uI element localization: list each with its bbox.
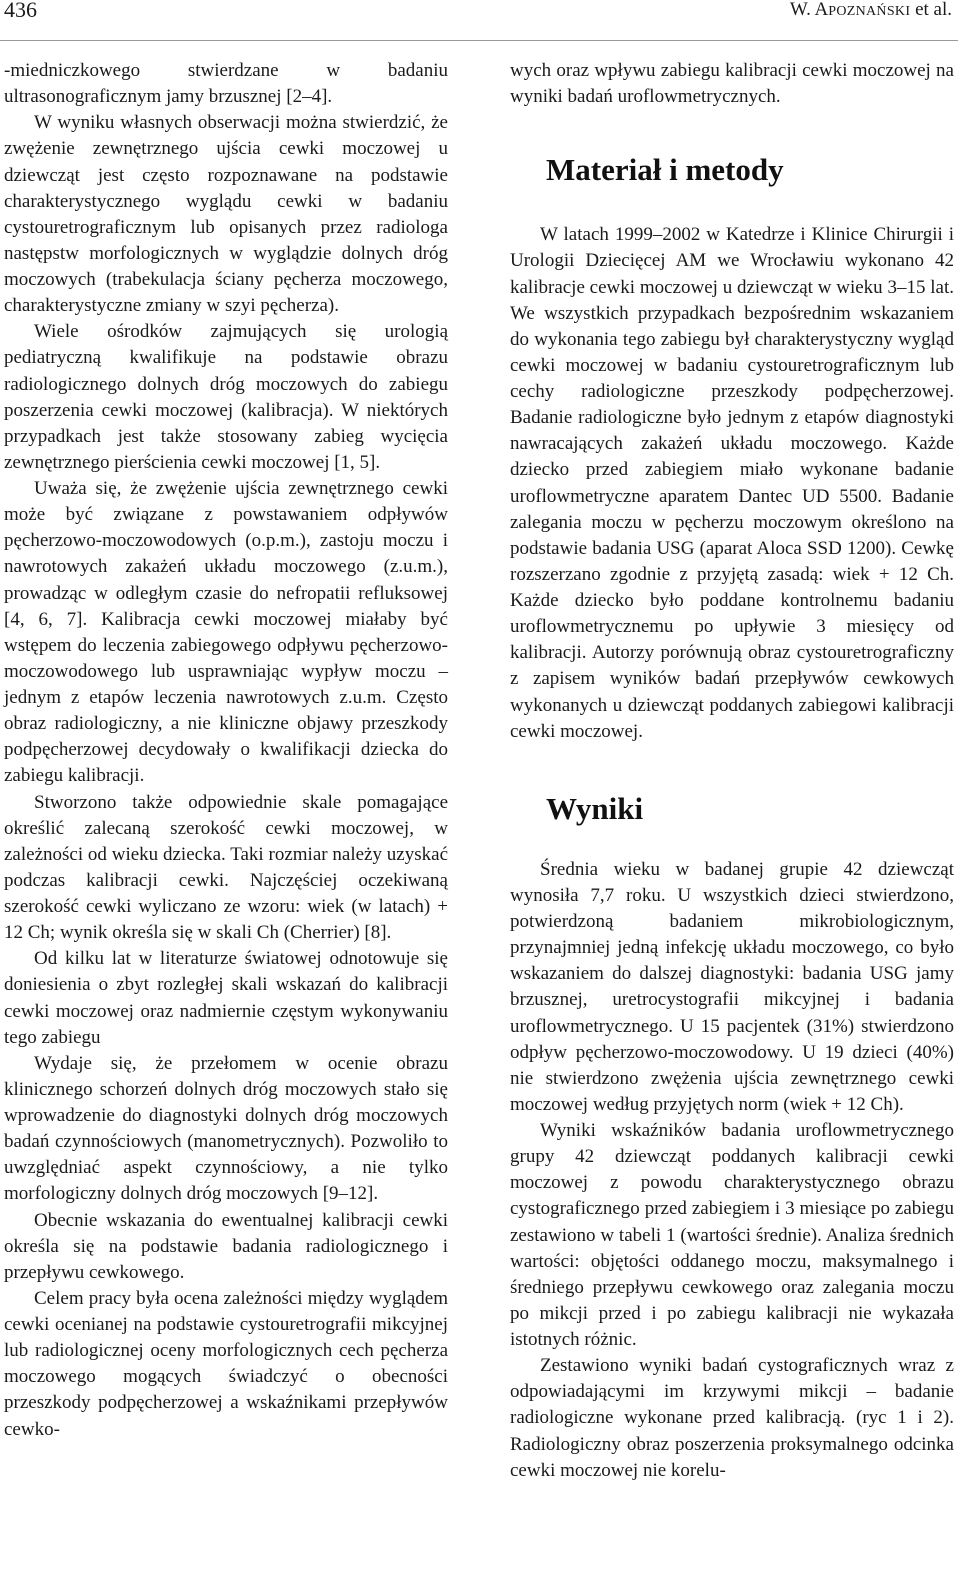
paragraph: Zestawiono wyniki badań cystograficznych wraz z odpowiadającymi im krzywymi mikcji – badanie radiologiczne wykonane przed kalibracją. (ryc 1 i 2). Radiologiczny obraz poszerzenia proksymalnego odcinka cewki moczowej nie korelu- <box>510 1355 954 1481</box>
running-head-et-al: et al. <box>910 0 952 20</box>
paragraph: Stworzono także odpowiednie skale pomagające określić zalecaną szerokość cewki moczowej, w zależności od wieku dziecka. Taki rozmiar należy uzyskać podczas kalibracji cewki. Najczęściej oczekiwaną szerokość cewki wyliczano ze wzoru: wiek (w latach) + 12 Ch; wynik określa się w skali Ch (Cherrier) [8]. <box>4 791 448 944</box>
section-heading-methods: Materiał i metody <box>546 152 784 188</box>
paragraph: Uważa się, że zwężenie ujścia zewnętrznego cewki może być związane z powstawaniem odpływów pęcherzowo-moczowodowych (o.p.m.), zastoju moczu i nawrotowych zakażeń układu moczowego (z.u.m.), prowadząc w odległym czasie do nefropatii refluksowej [4, 6, 7]. Kalibracja cewki moczowej miałaby być wstępem do leczenia zabiegowego odpływu pęcherzowo-moczowodowego lub usprawniając wypływ moczu – jednym z etapów leczenia nawrotowych z.u.m. Często obraz radiologiczny, a nie kliniczne objawy przeszkody podpęcherzowej decydowały o kwalifikacji dziecka do zabiegu kalibracji. <box>4 478 448 787</box>
paragraph: Obecnie wskazania do ewentualnej kalibracji cewki określa się na podstawie badania radiologicznego i przepływu cewkowego. <box>4 1209 448 1283</box>
running-head <box>790 0 952 21</box>
running-head-author-initial: W. A <box>789 0 829 20</box>
paragraph: W wyniku własnych obserwacji można stwierdzić, że zwężenie zewnętrznego ujścia cewki moczowej u dziewcząt jest często rozpoznawane na podstawie charakterystycznego wyglądu cewki w badaniu cystouretrograficznym lub opisanych przez radiologa następstw morfologicznych w wyglądzie dolnych dróg moczowych (trabekulacja ściany pęcherza moczowego, charakterystyczne zmiany w szyi pęcherza). <box>4 112 448 317</box>
left-column <box>4 58 448 1443</box>
paragraph: Średnia wieku w badanej grupie 42 dziewcząt wynosiła 7,7 roku. U wszystkich dzieci stwierdzono, potwierdzoną badaniem mikrobiologicznym, przynajmniej jedną infekcję układu moczowego, co było wskazaniem do dalszej diagnostyki: badania USG jamy brzusznej, uretrocystografii mikcyjnej i badania uroflowmetrycznego. U 15 pacjentek (31%) stwierdzono odpływ pęcherzowo-moczowodowy. U 19 dzieci (40%) nie stwierdzono zwężenia ujścia zewnętrznego cewki moczowej według przyjętych norm (wiek + 12 Ch). <box>510 858 954 1115</box>
paragraph: -miedniczkowego stwierdzane w badaniu ultrasonograficznym jamy brzusznej [2–4]. <box>4 60 448 108</box>
page-number: 436 <box>4 0 37 22</box>
section-heading-results: Wyniki <box>546 790 644 826</box>
paragraph: wych oraz wpływu zabiegu kalibracji cewki moczowej na wyniki badań uroflowmetrycznych. <box>510 60 954 108</box>
paragraph: Od kilku lat w literaturze światowej odnotowuje się doniesienia o zbyt rozległej skali wskazań do kalibracji cewki moczowej oraz nadmiernie częstym wykonywaniu tego zabiegu <box>4 948 448 1048</box>
page-header <box>0 0 958 41</box>
right-column <box>510 58 954 1484</box>
paragraph: Celem pracy była ocena zależności między wyglądem cewki ocenianej na podstawie cystouretrografii mikcyjnej lub radiologicznej oceny morfologicznych cech pęcherza moczowego mogących świadczyć o obecności przeszkody podpęcherzowej a wskaźnikami przepływów cewko- <box>4 1287 448 1440</box>
paragraph: Wiele ośrodków zajmujących się urologią pediatryczną kwalifikuje na podstawie obrazu radiologicznego dolnych dróg moczowych do zabiegu poszerzenia cewki moczowej (kalibracja). W niektórych przypadkach jest także stosowany zabieg wycięcia zewnętrznego pierścienia cewki moczowej [1, 5]. <box>4 321 448 473</box>
paragraph: W latach 1999–2002 w Katedrze i Klinice Chirurgii i Urologii Dziecięcej AM we Wrocławiu wykonano 42 kalibracje cewki moczowej u dziewcząt w wieku 3–15 lat. We wszystkich przypadkach bezpośrednim wskazaniem do wykonania tego zabiegu był charakterystyczny wygląd cewki moczowej w badaniu cystouretrograficznym lub cechy radiologiczne przeszkody podpęcherzowej. Badanie radiologiczne było jednym z etapów diagnostyki nawracających zakażeń układu moczowego. Każde dziecko przed zabiegiem miało wykonane badanie uroflowmetryczne aparatem Dantec UD 5500. Badanie zalegania moczu w pęcherzu moczowym określono na podstawie badania USG (aparat Aloca SSD 1200). Cewkę rozszerzano zgodnie z przyjętą zasadą: wiek + 12 Ch. Każde dziecko było poddane kontrolnemu badaniu uroflowmetrycznemu po upływie 3 miesięcy od kalibracji. Autorzy porównują obraz cystouretrograficzny z zapisem wyników badań przepływów cewkowych wykonanych u dziewcząt poddanych zabiegowi kalibracji cewki moczowej. <box>510 224 954 742</box>
paragraph: Wyniki wskaźników badania uroflowmetrycznego grupy 42 dziewcząt poddanych kalibracji cewki moczowej z powodu charakterystycznego obrazu cystograficznego przed zabiegiem i 3 miesiące po zabiegu zestawiono w tabeli 1 (wartości średnie). Analiza średnich wartości: objętości oddanego moczu, maksymalnego i średniego przepływu cewkowego oraz zalegania moczu po mikcji przed i po zabiegu kalibracji nie wykazała istotnych różnic. <box>510 1120 954 1350</box>
running-head-author-rest: POZNAŃSKI <box>828 4 911 19</box>
paragraph: Wydaje się, że przełomem w ocenie obrazu klinicznego schorzeń dolnych dróg moczowych stało się wprowadzenie do diagnostyki dolnych dróg moczowych badań czynnościowych (manometrycznych). Pozwoliło to uwzględniać aspekt czynnościowy, a nie tylko morfologiczny dolnych dróg moczowych [9–12]. <box>4 1052 448 1205</box>
